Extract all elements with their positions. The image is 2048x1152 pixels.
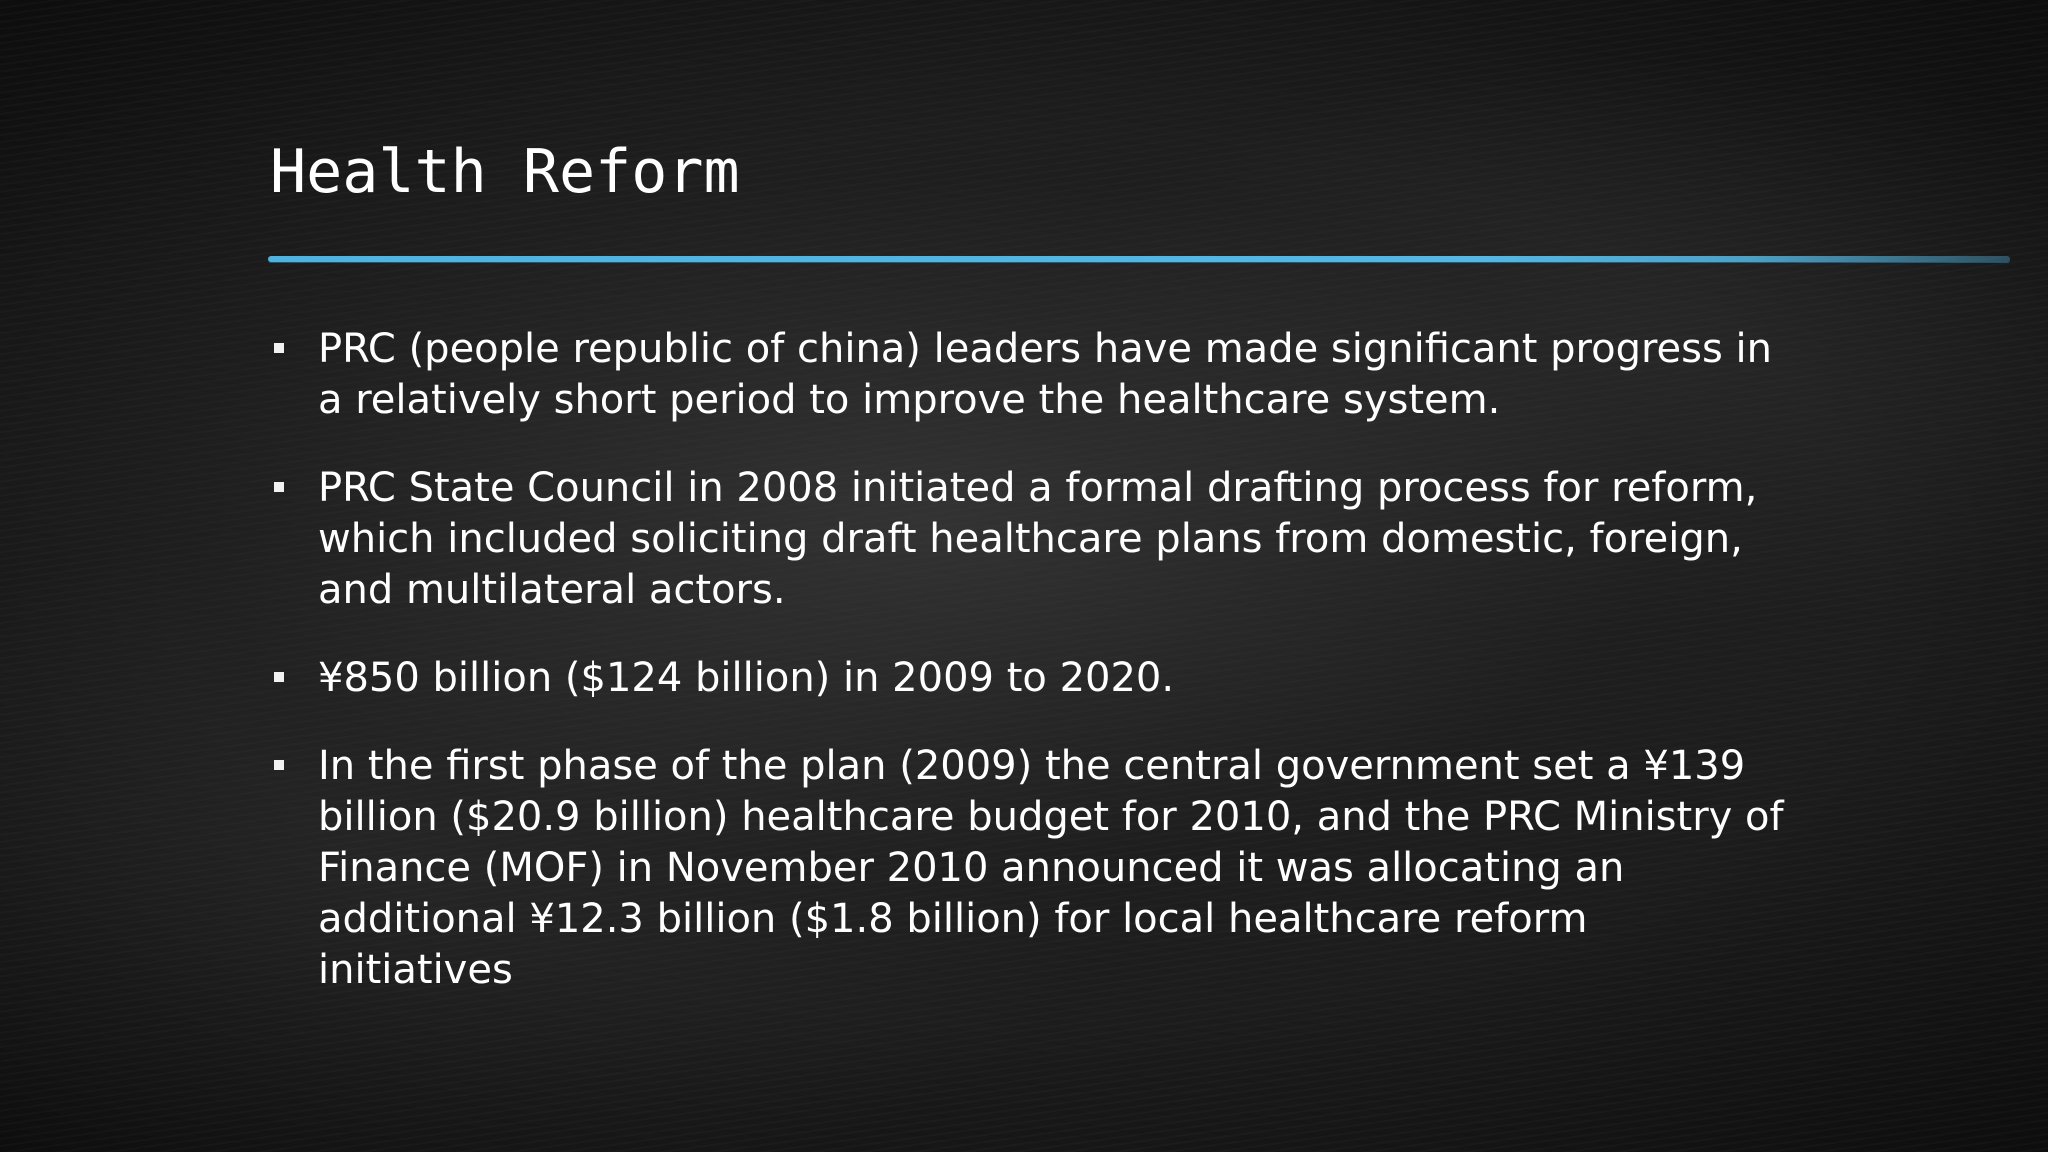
square-bullet-icon <box>274 482 284 492</box>
list-item <box>270 741 1790 996</box>
bullet-list <box>270 324 1790 1033</box>
slide-title: Health Reform <box>270 137 740 207</box>
title-underline <box>268 256 2010 262</box>
square-bullet-icon <box>274 760 284 770</box>
square-bullet-icon <box>274 672 284 682</box>
list-item <box>270 463 1790 616</box>
list-item <box>270 324 1790 426</box>
bullet-text: In the first phase of the plan (2009) the central government set a ¥139 billion ($20.9 billion) healthcare budget for 2010, and the PRC Ministry of Finance (MOF) in November 2010 announced it was allocating an additional ¥12.3 billion ($1.8 billion) for local healthcare reform initiatives <box>318 743 1784 993</box>
bullet-text: ¥850 billion ($124 billion) in 2009 to 2020. <box>318 655 1175 701</box>
list-item <box>270 653 1790 704</box>
bullet-text: PRC State Council in 2008 initiated a formal drafting process for reform, which included soliciting draft healthcare plans from domestic, foreign, and multilateral actors. <box>318 465 1758 613</box>
square-bullet-icon <box>274 343 284 353</box>
bullet-text: PRC (people republic of china) leaders have made significant progress in a relatively short period to improve the healthcare system. <box>318 326 1773 423</box>
